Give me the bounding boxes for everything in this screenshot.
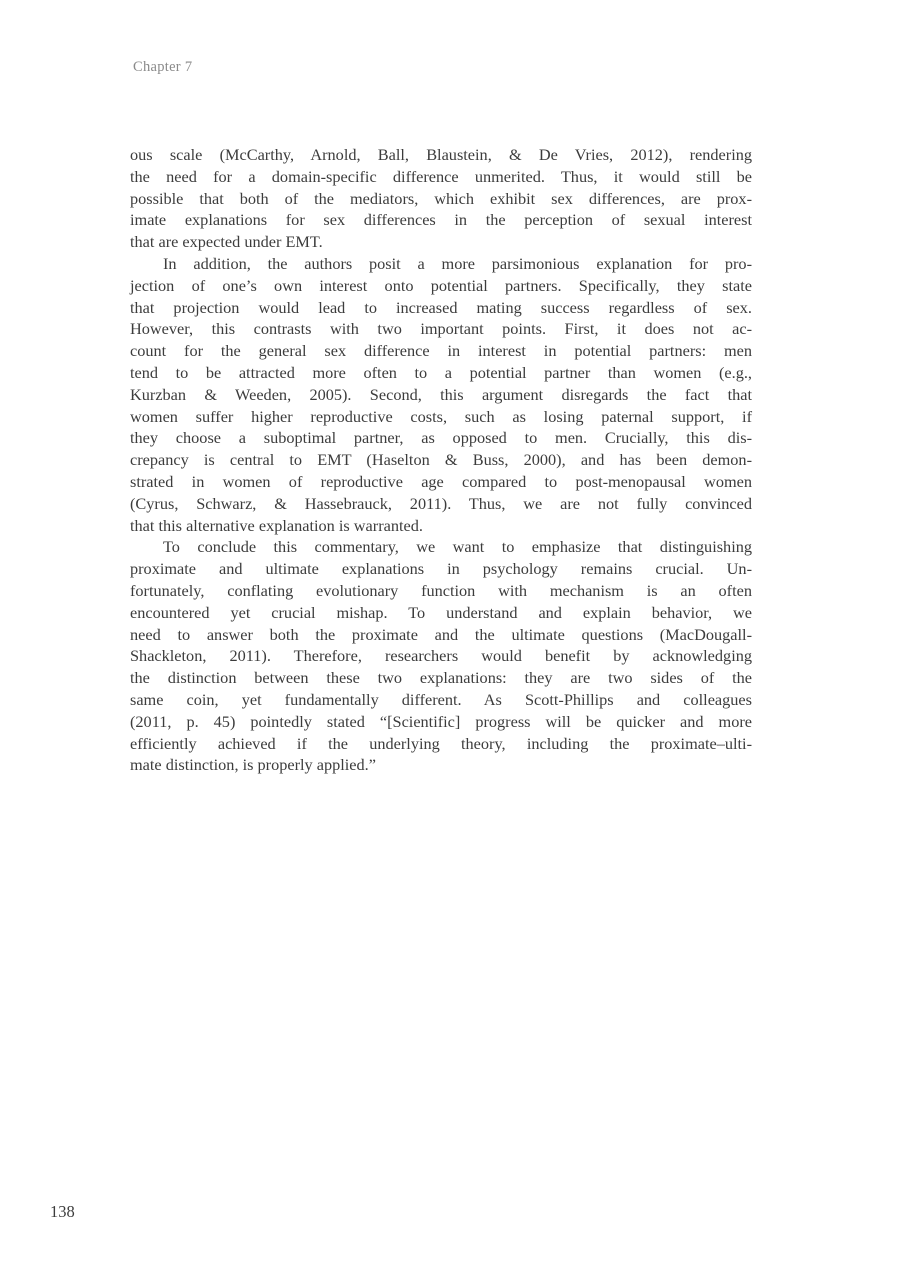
text-line: same coin, yet fundamentally different. As Scott-Phillips and colleagues bbox=[130, 689, 752, 709]
text-line: that projection would lead to increased mating success regardless of sex. bbox=[130, 297, 752, 317]
running-header: Chapter 7 bbox=[133, 59, 193, 75]
paragraph bbox=[130, 536, 752, 776]
text-line: ous scale (McCarthy, Arnold, Ball, Blaustein, & De Vries, 2012), rendering bbox=[130, 145, 752, 164]
text-line: (Cyrus, Schwarz, & Hassebrauck, 2011). Thus, we are not fully convinced bbox=[130, 493, 752, 513]
text-line: imate explanations for sex differences in the perception of sexual interest bbox=[130, 210, 752, 230]
text-line: jection of one’s own interest onto potential partners. Specifically, they state bbox=[130, 275, 752, 295]
text-line: fortunately, conflating evolutionary function with mechanism is an often bbox=[130, 580, 752, 600]
paragraph bbox=[130, 144, 752, 253]
text-line: efficiently achieved if the underlying theory, including the proximate–ulti- bbox=[130, 733, 752, 753]
text-line: Shackleton, 2011). Therefore, researchers would benefit by acknowledging bbox=[130, 646, 752, 666]
text-line: crepancy is central to EMT (Haselton & Buss, 2000), and has been demon- bbox=[130, 450, 752, 470]
text-line: proximate and ultimate explanations in psychology remains crucial. Un- bbox=[130, 559, 752, 579]
text-line: encountered yet crucial mishap. To understand and explain behavior, we bbox=[130, 602, 752, 622]
text-line: count for the general sex difference in interest in potential partners: men bbox=[130, 341, 752, 361]
text-line: (2011, p. 45) pointedly stated “[Scientific] progress will be quicker and more bbox=[130, 711, 752, 731]
text-line: need to answer both the proximate and the ultimate questions (MacDougall- bbox=[130, 624, 752, 644]
text-line: that are expected under EMT. bbox=[130, 232, 323, 252]
text-line: women suffer higher reproductive costs, such as losing paternal support, if bbox=[130, 406, 752, 426]
text-line: Kurzban & Weeden, 2005). Second, this argument disregards the fact that bbox=[130, 384, 752, 404]
text-line: tend to be attracted more often to a potential partner than women (e.g., bbox=[130, 362, 752, 382]
text-line: In addition, the authors posit a more parsimonious explanation for pro- bbox=[163, 253, 752, 273]
text-line: possible that both of the mediators, which exhibit sex differences, are prox- bbox=[130, 188, 752, 208]
paragraph bbox=[130, 253, 752, 536]
text-line: mate distinction, is properly applied.” bbox=[130, 755, 376, 775]
text-line: However, this contrasts with two important points. First, it does not ac- bbox=[130, 319, 752, 339]
text-line: the distinction between these two explanations: they are two sides of the bbox=[130, 668, 752, 688]
text-line: the need for a domain-specific difference unmerited. Thus, it would still be bbox=[130, 166, 752, 186]
text-line: To conclude this commentary, we want to emphasize that distinguishing bbox=[163, 537, 752, 557]
text-line: strated in women of reproductive age compared to post-menopausal women bbox=[130, 471, 752, 491]
page-number: 138 bbox=[50, 1202, 75, 1221]
text-line: that this alternative explanation is warranted. bbox=[130, 515, 423, 535]
text-line: they choose a suboptimal partner, as opposed to men. Crucially, this dis- bbox=[130, 428, 752, 448]
body-text bbox=[130, 144, 752, 776]
